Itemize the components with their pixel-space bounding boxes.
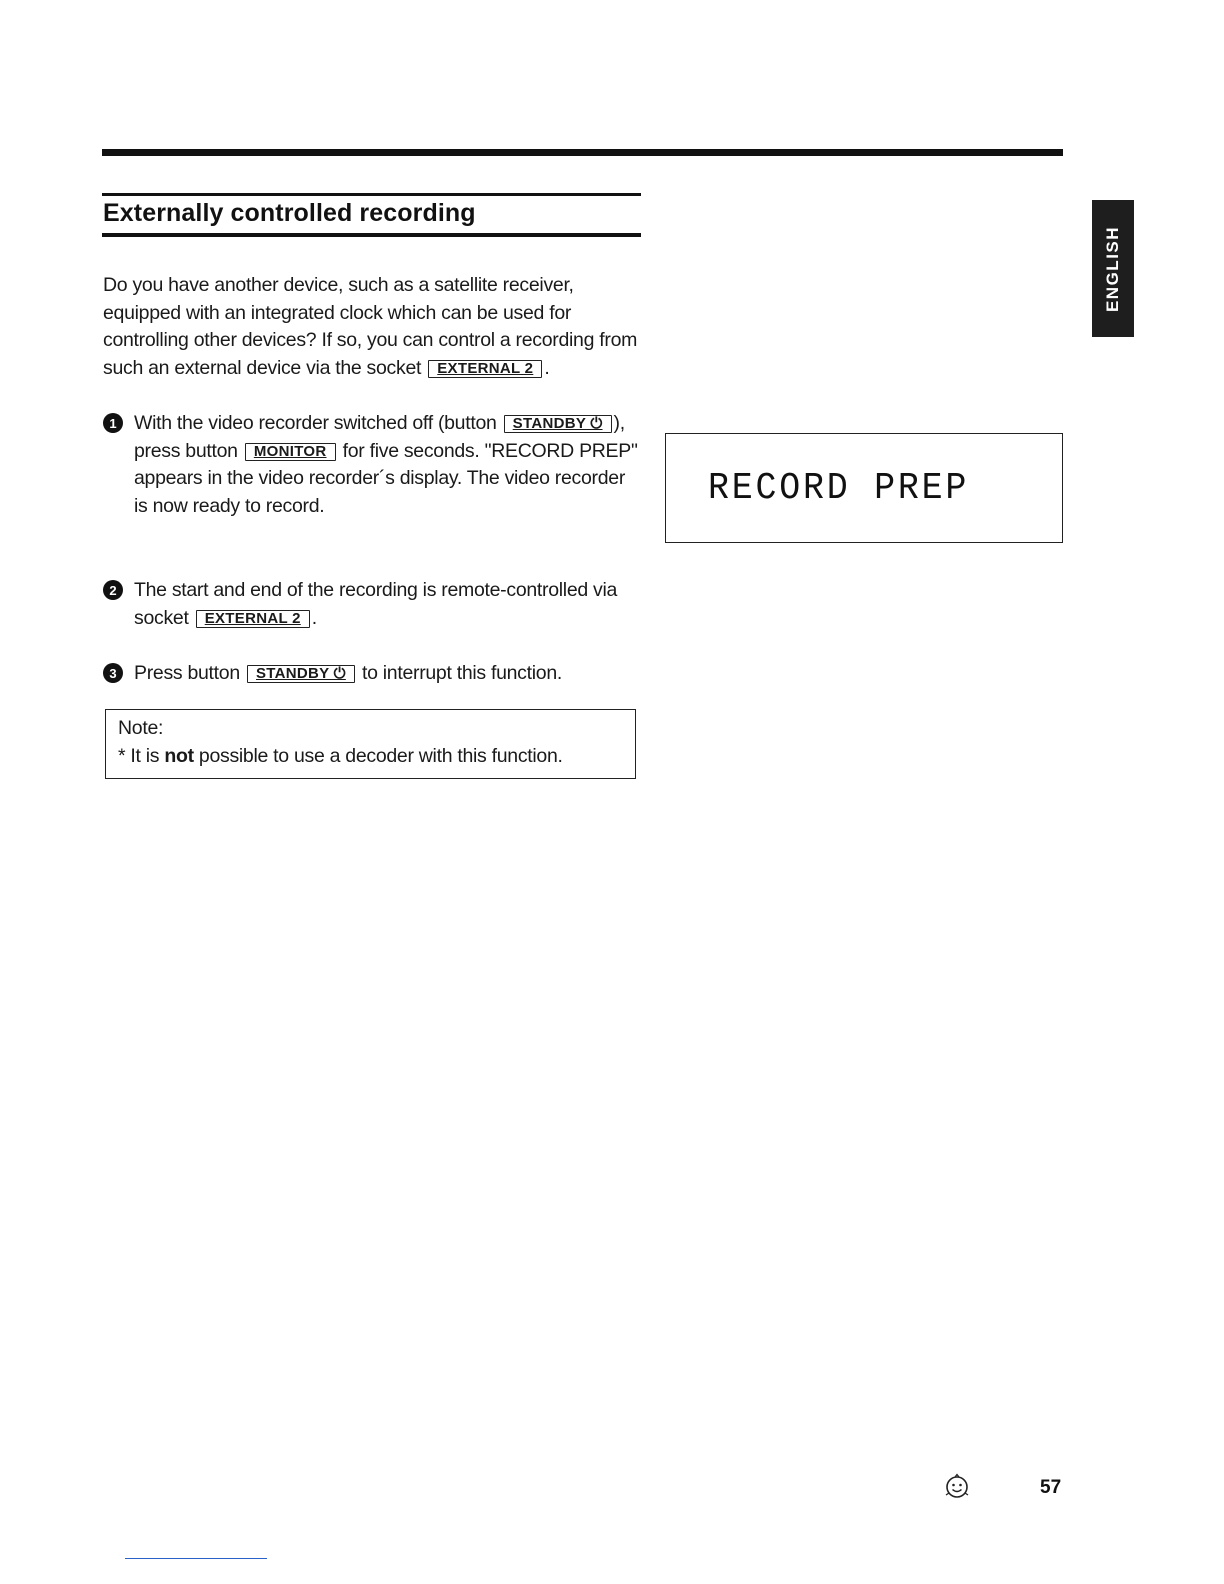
- step-2-number-icon: 2: [103, 580, 123, 600]
- step-2-text: [134, 577, 643, 632]
- step-3-number-icon: 3: [103, 663, 123, 683]
- intro-text-end: .: [544, 356, 550, 379]
- note-emphasis: not: [164, 744, 194, 767]
- step-1-number-icon: 1: [103, 413, 123, 433]
- help-face-icon: [943, 1473, 971, 1501]
- external-2-key: EXTERNAL 2: [196, 610, 310, 628]
- step-3-part1: Press button: [134, 662, 245, 684]
- step-3: [103, 660, 643, 688]
- page-number: 57: [1040, 1477, 1062, 1498]
- language-tab-label: ENGLISH: [1103, 225, 1122, 312]
- step-1: [103, 410, 643, 520]
- top-rule: [102, 149, 1063, 156]
- intro-text: Do you have another device, such as a satellite receiver, equipped with an integrated clock which can be used for controlling other devices? If so, you can control a recording from such an external device via the socket: [103, 274, 638, 379]
- step-1-part2: ), press button: [134, 412, 625, 462]
- note-bullet: *: [118, 744, 126, 767]
- standby-key: STANDBY ⏻: [504, 415, 612, 433]
- title-rule-top: [102, 193, 641, 196]
- monitor-key: MONITOR: [245, 443, 336, 461]
- intro-paragraph: [103, 272, 648, 382]
- note-box: [105, 709, 636, 779]
- step-1-part1: With the video recorder switched off (button: [134, 412, 502, 434]
- external-2-key: EXTERNAL 2: [428, 360, 542, 378]
- step-2-part2: .: [311, 606, 317, 629]
- note-text: [118, 743, 623, 771]
- note-text-before: It is: [125, 744, 165, 767]
- title-rule-bottom: [102, 233, 641, 237]
- display-readout: RECORD PREP: [708, 467, 970, 510]
- scan-line: [125, 1558, 267, 1559]
- recorder-display: [665, 433, 1063, 543]
- step-1-part3: for five seconds. "RECORD PREP" appears in the video recorder´s display. The video recorder is now ready to record.: [134, 439, 638, 517]
- section-title: Externally controlled recording: [103, 199, 476, 227]
- language-tab: [1092, 200, 1134, 337]
- note-label: Note:: [118, 717, 164, 739]
- step-2: [103, 577, 643, 632]
- step-1-text: [134, 410, 643, 520]
- step-3-part2: to interrupt this function.: [356, 662, 562, 684]
- note-text-after: possible to use a decoder with this function.: [193, 744, 563, 767]
- step-3-text: [134, 660, 643, 688]
- step-2-part1: The start and end of the recording is remote-controlled via socket: [134, 579, 618, 629]
- standby-key: STANDBY ⏻: [247, 665, 355, 683]
